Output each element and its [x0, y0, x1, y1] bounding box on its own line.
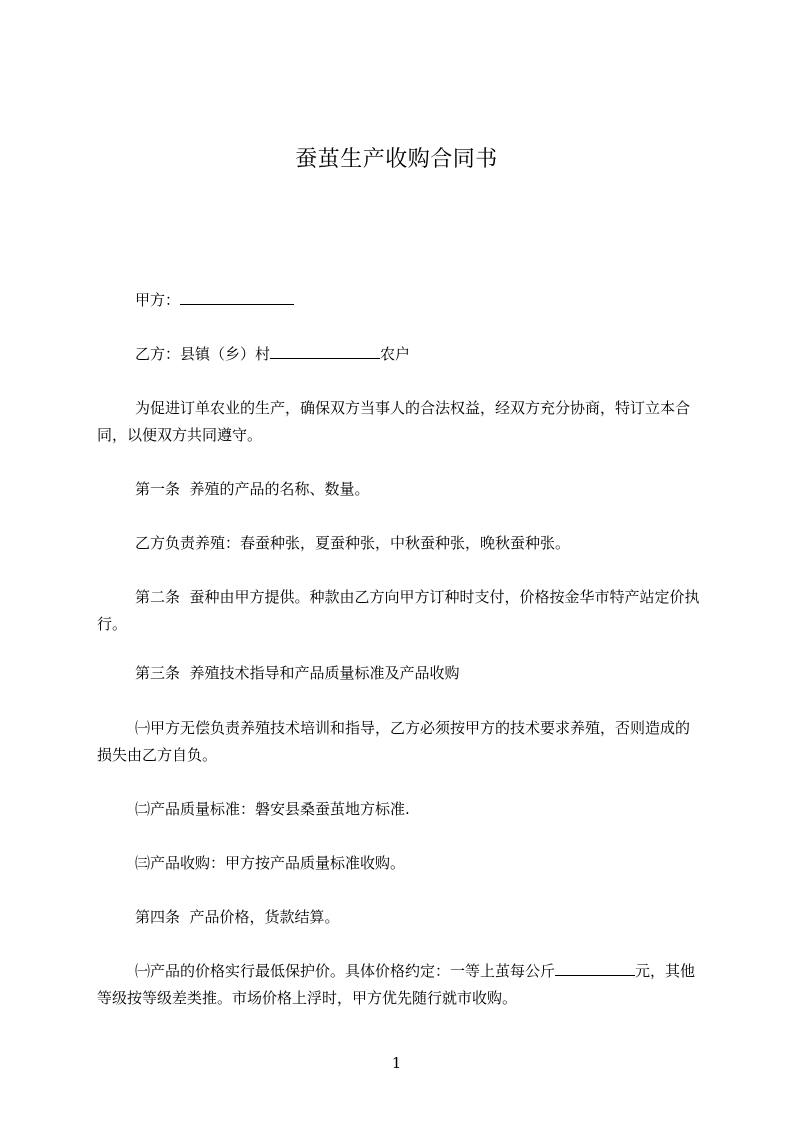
- party-b-label: 乙方：县镇（乡）村: [135, 345, 271, 363]
- article-2: 第二条 蚕种由甲方提供。种款由乙方向甲方订种时支付，价格按金华市特产站定价执行。: [97, 588, 700, 633]
- article-3-item-3: ㈢产品收购：甲方按产品质量标准收购。: [135, 854, 406, 872]
- party-b-blank: [270, 344, 380, 359]
- party-a-blank: [180, 290, 294, 305]
- price-blank: [555, 961, 635, 976]
- article-3-title: 第三条 养殖技术指导和产品质量标准及产品收购: [135, 664, 460, 682]
- article-1-title: 第一条 养殖的产品的名称、数量。: [135, 480, 370, 498]
- article-4-item-1-after: 元，其他等级按等级差类推。市场价格上浮时，甲方优先随行就市收购。: [97, 962, 696, 1007]
- article-3-item-1: ㈠甲方无偿负责养殖技术培训和指导，乙方必须按甲方的技术要求养殖，否则造成的损失由乙方自负。: [97, 719, 691, 764]
- article-4-item-1: [97, 958, 702, 1012]
- party-a-line: [97, 287, 702, 314]
- article-3-item-2: ㈡产品质量标准：磐安县桑蚕茧地方标准.: [135, 800, 410, 818]
- document-title: 蚕茧生产收购合同书: [295, 147, 498, 172]
- party-a-label: 甲方：: [135, 291, 181, 309]
- page-number: 1: [391, 1054, 402, 1072]
- party-b-line: [97, 341, 702, 368]
- article-4-title: 第四条 产品价格，货款结算。: [135, 908, 340, 926]
- party-b-suffix: 农户: [380, 345, 411, 363]
- intro-paragraph: 为促进订单农业的生产，确保双方当事人的合法权益，经双方充分协商，特订立本合同，以便双方共同遵守。: [97, 399, 691, 444]
- article-4-item-1-before: ㈠产品的价格实行最低保护价。具体价格约定：一等上茧每公斤: [135, 962, 556, 980]
- article-1-body: 乙方负责养殖：春蚕种张，夏蚕种张，中秋蚕种张，晚秋蚕种张。: [135, 534, 571, 552]
